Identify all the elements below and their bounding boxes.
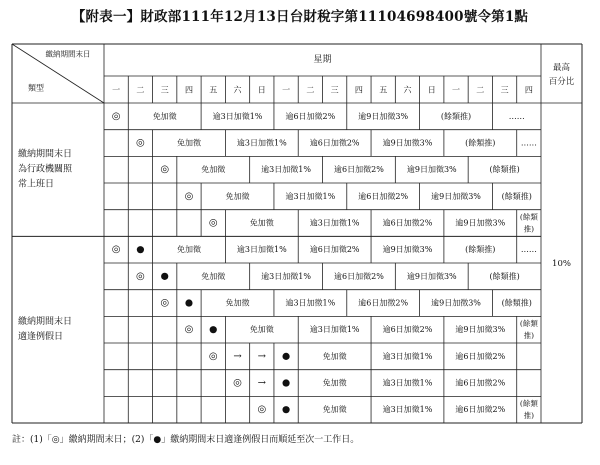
surcharge-2pct-label: 逾6日加徵2% xyxy=(358,191,409,201)
rest-note-line1: (餘類 xyxy=(519,319,538,329)
deadline-marker: ◎ xyxy=(136,137,145,149)
week-header: 星期 xyxy=(313,55,332,65)
day-header-13: 六 xyxy=(403,85,412,95)
rest-note-line2: 推) xyxy=(523,331,535,341)
diag-header-top: 繳納期間末日 xyxy=(45,49,91,59)
surcharge-2pct-label: 逾6日加徵2% xyxy=(382,218,433,228)
day-header-2: 二 xyxy=(136,85,145,95)
surcharge-2pct-label: 逾6日加徵2% xyxy=(334,271,384,281)
rest-note: (餘類推) xyxy=(501,191,532,201)
no-surcharge-label: 免加徵 xyxy=(322,351,347,361)
day-header-6: 六 xyxy=(233,85,242,95)
no-surcharge-label: 免加徵 xyxy=(176,138,201,148)
holiday-marker xyxy=(282,353,289,360)
surcharge-1pct-label: 逾3日加徵1% xyxy=(261,165,311,175)
diag-header-bottom: 類型 xyxy=(28,83,44,93)
holiday-marker xyxy=(185,299,192,306)
no-surcharge-label: 免加徵 xyxy=(249,325,274,335)
table-grid xyxy=(12,44,582,423)
day-header-5: 五 xyxy=(209,85,218,95)
rest-note-line1: (餘類 xyxy=(519,212,538,222)
day-header-16: 二 xyxy=(476,85,485,95)
no-surcharge-label: 免加徵 xyxy=(322,405,347,415)
no-surcharge-label: 免加徵 xyxy=(225,298,250,308)
deadline-marker: ◎ xyxy=(233,377,242,389)
day-header-8: 一 xyxy=(282,85,291,95)
day-header-18: 四 xyxy=(524,85,533,95)
group-label-workday-line-2: 為行政機關照 xyxy=(18,164,73,175)
surcharge-1pct-label: 逾3日加徵1% xyxy=(382,405,433,415)
group-label-holiday-line-2: 適逢例假日 xyxy=(18,332,64,343)
surcharge-1pct-label: 逾3日加徵1% xyxy=(309,325,360,335)
surcharge-2pct-label: 逾6日加徵2% xyxy=(358,298,409,308)
document-title: 【附表一】財政部111年12月13日台財稅字第11104698400號令第1點 xyxy=(71,9,529,25)
day-header-17: 三 xyxy=(500,85,509,95)
deadline-marker: ◎ xyxy=(208,350,218,362)
surcharge-2pct-label: 逾6日加徵2% xyxy=(382,325,433,335)
day-header-12: 五 xyxy=(379,85,388,95)
surcharge-3pct-label: 逾9日加徵3% xyxy=(455,325,506,335)
postpone-arrow: → xyxy=(257,350,267,362)
day-header-9: 二 xyxy=(306,85,315,95)
max-percentage-value: 10% xyxy=(552,259,571,269)
rest-note: (餘類推) xyxy=(489,165,520,175)
no-surcharge-label: 免加徵 xyxy=(201,271,226,281)
continuation-dots: …… xyxy=(520,245,537,255)
surcharge-3pct-label: 逾9日加徵3% xyxy=(431,298,481,308)
max-header-line1: 最高 xyxy=(552,63,571,73)
rest-note-line1: (餘類 xyxy=(519,399,538,409)
surcharge-3pct-label: 逾9日加徵3% xyxy=(382,245,433,255)
surcharge-2pct-label: 逾6日加徵2% xyxy=(309,138,360,148)
no-surcharge-label: 免加徵 xyxy=(249,218,274,228)
day-header-14: 日 xyxy=(427,85,436,95)
surcharge-2pct-label: 逾6日加徵2% xyxy=(309,245,360,255)
surcharge-2pct-label: 逾6日加徵2% xyxy=(285,111,336,121)
surcharge-3pct-label: 逾9日加徵3% xyxy=(455,218,506,228)
surcharge-3pct-label: 逾9日加徵3% xyxy=(382,138,433,148)
deadline-marker: ◎ xyxy=(184,190,194,202)
rest-note-line2: 推) xyxy=(523,411,535,421)
surcharge-1pct-label: 逾3日加徵1% xyxy=(309,218,360,228)
surcharge-1pct-label: 逾3日加徵1% xyxy=(212,111,263,121)
surcharge-3pct-label: 逾9日加徵3% xyxy=(406,165,457,175)
surcharge-3pct-label: 逾9日加徵3% xyxy=(431,191,481,201)
surcharge-3pct-label: 逾9日加徵3% xyxy=(358,111,409,121)
continuation-dots: …… xyxy=(508,111,525,121)
group-label-workday-line-3: 常上班日 xyxy=(18,179,55,190)
surcharge-2pct-label: 逾6日加徵2% xyxy=(455,351,506,361)
rest-note-line2: 推) xyxy=(523,224,535,234)
surcharge-1pct-label: 逾3日加徵1% xyxy=(236,138,287,148)
postpone-arrow: → xyxy=(257,377,267,389)
no-surcharge-label: 免加徵 xyxy=(152,111,177,121)
holiday-marker xyxy=(137,246,144,253)
table-content xyxy=(18,49,575,421)
day-header-7: 日 xyxy=(257,85,266,95)
rest-note: (餘類推) xyxy=(501,298,532,308)
deadline-marker: ◎ xyxy=(111,244,121,256)
day-header-4: 四 xyxy=(184,85,193,95)
day-header-3: 三 xyxy=(160,85,169,95)
deadline-marker: ◎ xyxy=(257,404,267,416)
no-surcharge-label: 免加徵 xyxy=(225,191,250,201)
group-label-holiday-line-1: 繳納期間末日 xyxy=(18,317,73,328)
no-surcharge-label: 免加徵 xyxy=(201,165,226,175)
deadline-marker: ◎ xyxy=(136,270,145,282)
footnote: 註：(1)「◎」繳納期間末日；(2)「●」繳納期間末日適逢例假日而順延至次一工作日。 xyxy=(12,435,360,445)
no-surcharge-label: 免加徵 xyxy=(176,245,201,255)
deadline-marker: ◎ xyxy=(208,217,218,229)
surcharge-1pct-label: 逾3日加徵1% xyxy=(261,271,311,281)
surcharge-1pct-label: 逾3日加徵1% xyxy=(285,191,336,201)
no-surcharge-label: 免加徵 xyxy=(322,378,347,388)
day-header-11: 四 xyxy=(354,85,363,95)
continuation-dots: …… xyxy=(520,138,537,148)
group-label-workday-line-1: 繳納期間末日 xyxy=(18,149,73,160)
holiday-marker xyxy=(161,273,168,280)
surcharge-2pct-label: 逾6日加徵2% xyxy=(334,165,384,175)
deadline-marker: ◎ xyxy=(111,110,121,122)
holiday-marker xyxy=(282,379,289,386)
holiday-marker xyxy=(282,406,289,413)
surcharge-1pct-label: 逾3日加徵1% xyxy=(236,245,287,255)
rest-note: (餘類推) xyxy=(440,111,472,121)
rest-note: (餘類推) xyxy=(465,245,496,255)
postpone-arrow: → xyxy=(233,350,242,362)
surcharge-2pct-label: 逾6日加徵2% xyxy=(455,405,506,415)
day-header-10: 三 xyxy=(330,85,339,95)
max-header-line2: 百分比 xyxy=(548,77,575,87)
deadline-marker: ◎ xyxy=(160,297,170,309)
rest-note: (餘類推) xyxy=(489,271,520,281)
rest-note: (餘類推) xyxy=(465,138,496,148)
day-header-15: 一 xyxy=(452,85,461,95)
day-header-1: 一 xyxy=(112,85,121,95)
deadline-marker: ◎ xyxy=(160,164,170,176)
holiday-marker xyxy=(210,326,217,333)
surcharge-1pct-label: 逾3日加徵1% xyxy=(382,351,433,361)
surcharge-2pct-label: 逾6日加徵2% xyxy=(455,378,506,388)
surcharge-1pct-label: 逾3日加徵1% xyxy=(285,298,336,308)
deadline-marker: ◎ xyxy=(184,324,194,336)
surcharge-1pct-label: 逾3日加徵1% xyxy=(382,378,433,388)
surcharge-3pct-label: 逾9日加徵3% xyxy=(406,271,457,281)
